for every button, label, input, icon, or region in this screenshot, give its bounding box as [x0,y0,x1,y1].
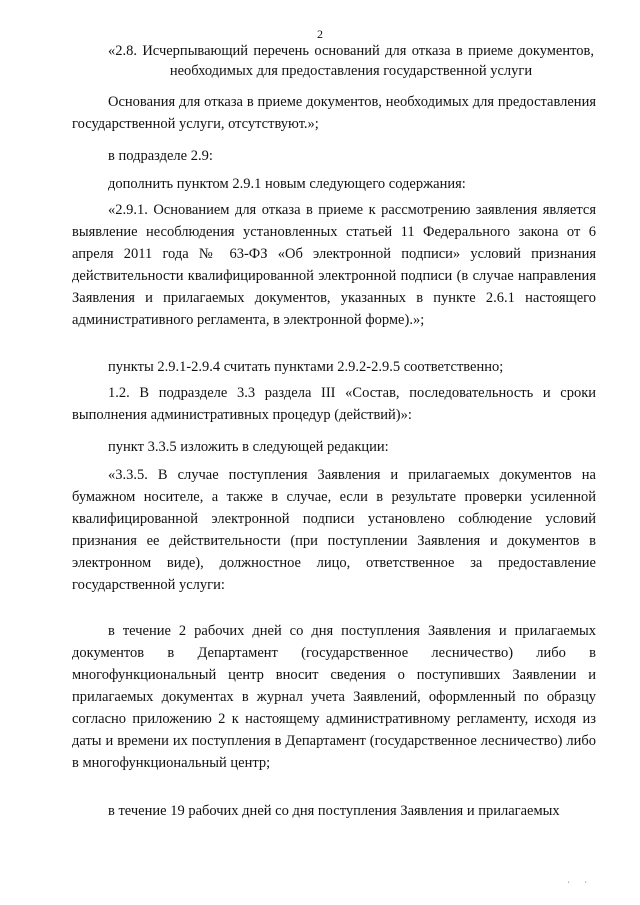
footer-marks: , , [568,878,594,884]
page-number: 2 [317,27,323,41]
paragraph-grounds-absent: Основания для отказа в приеме документов, необходимых для предоставления государственной услуги, отсутствуют.»; [72,94,596,132]
paragraph-19-days: в течение 19 рабочих дней со дня поступления Заявления и прилагаемых [108,803,560,819]
paragraph-renumber: пункты 2.9.1-2.9.4 считать пунктами 2.9.2-2.9.5 соответственно; [108,359,504,375]
paragraph-add-2-9-1: дополнить пунктом 2.9.1 новым следующего содержания: [108,176,466,192]
paragraph-subsection-2-9: в подразделе 2.9: [108,148,213,164]
paragraph-1-2: 1.2. В подразделе 3.3 раздела III «Состав, последовательность и сроки выполнения административных процедур (действий)»: [72,385,596,423]
paragraph-3-3-5-text: «3.3.5. В случае поступления Заявления и прилагаемых документов на бумажном носителе, а также в случае, если в результате проверки усиленной квалифицированной электронной подписи установлено соблюдение условий признания ее действительности (при поступлении Заявления и документов в электронном виде), должностное лицо, ответственное за предоставление государственной услуги: [72,467,596,593]
section-heading: «2.8. Исчерпывающий перечень оснований для отказа в приеме документов, необходимых для предоставления государственной услуги [108,43,594,79]
paragraph-3-3-5-intro: пункт 3.3.5 изложить в следующей редакции: [108,439,389,455]
paragraph-2-days: в течение 2 рабочих дней со дня поступления Заявления и прилагаемых документов в Департамент (государственное лесничество) либо в многофункциональный центр вносит сведения о поступивших Заявлении и прилагаемых документах в журнал учета Заявлений, оформленный по образцу согласно приложению 2 к настоящему административному регламенту, исходя из даты и времени их поступления в Департамент (государственное лесничество) либо в многофункциональный центр; [72,623,596,771]
paragraph-2-9-1-text: «2.9.1. Основанием для отказа в приеме к рассмотрению заявления является выявление несоблюдения установленных статьей 11 Федерального закона от 6 апреля 2011 года № 63-ФЗ «Об электронной подписи» условий признания действительности квалифицированной электронной подписи (в случае направления Заявления и прилагаемых документов, указанных в пункте 2.6.1 настоящего административного регламента, в электронной форме).»; [72,202,596,328]
